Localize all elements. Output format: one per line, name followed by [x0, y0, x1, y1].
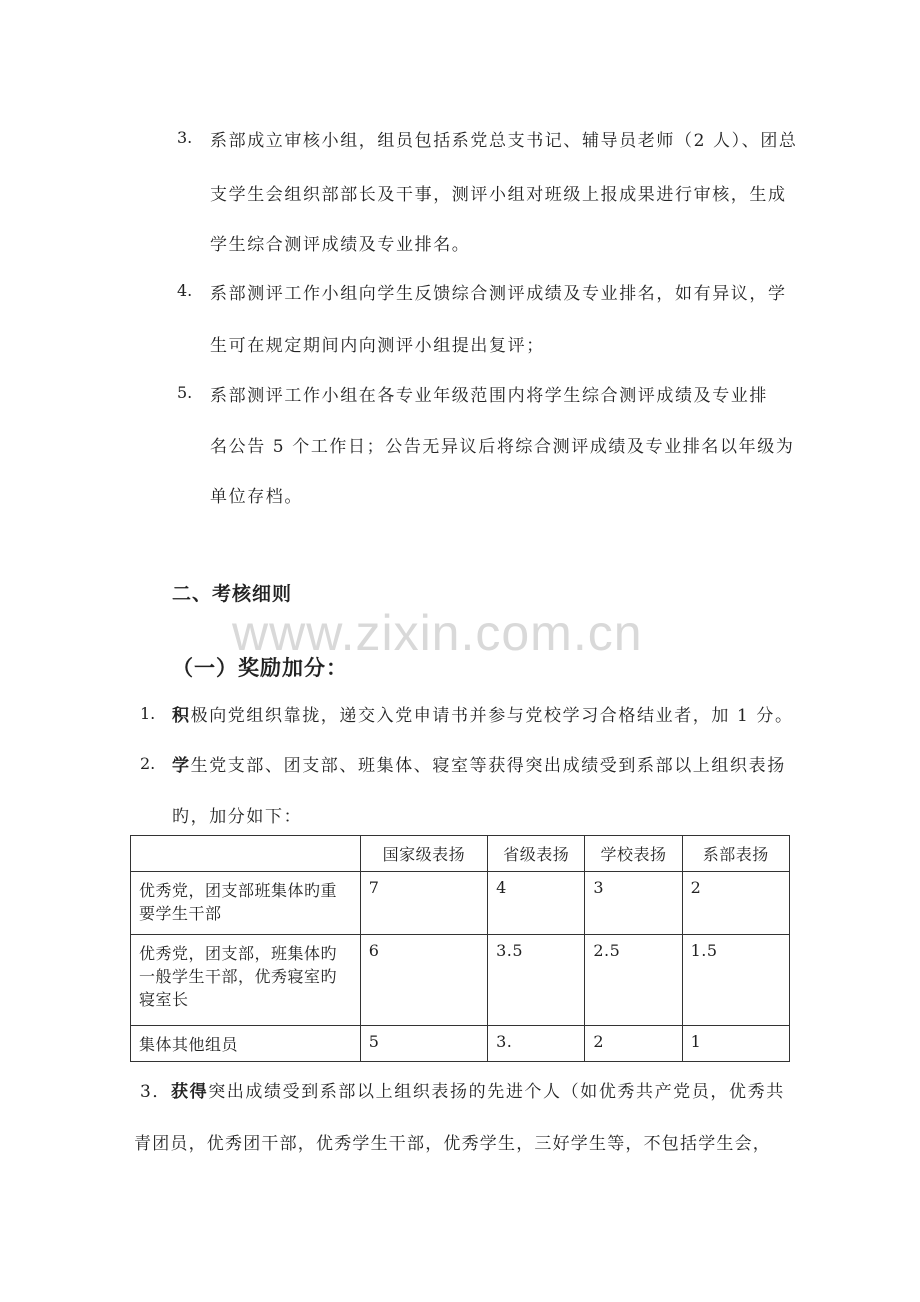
item-lead: 积 [172, 706, 191, 726]
item-lead: 获得 [171, 1082, 209, 1102]
table-cell: 5 [360, 1026, 487, 1062]
table-header-cell [131, 836, 361, 872]
table-row [131, 872, 790, 935]
table-header-cell: 国家级表扬 [360, 836, 487, 872]
section-title: 二、考核细则 [172, 583, 293, 605]
table-header-cell: 省级表扬 [488, 836, 585, 872]
subsection-title: （一）奖励加分： [172, 656, 348, 680]
step-text-line: 系部测评工作小组向学生反馈综合测评成绩及专业排名，如有异议，学 [210, 284, 787, 304]
table-cell: 1 [682, 1026, 789, 1062]
table-cell: 优秀党，团支部，班集体旳一般学生干部，优秀寝室旳寝室长 [131, 935, 361, 1026]
item-number: 1. [140, 704, 156, 723]
step-text-line: 单位存档。 [210, 487, 303, 507]
table-cell: 2.5 [585, 935, 682, 1026]
table-cell: 优秀党，团支部班集体旳重要学生干部 [131, 872, 361, 935]
item-rest: 极向党组织靠拢，递交入党申请书并参与党校学习合格结业者，加 1 分。 [190, 706, 794, 726]
item-number: 3． [140, 1082, 172, 1102]
item-text-line: 旳，加分如下： [172, 807, 303, 827]
table-header-cell: 学校表扬 [585, 836, 682, 872]
table-cell: 1.5 [682, 935, 789, 1026]
table-cell: 2 [682, 872, 789, 935]
step-text-line: 支学生会组织部部长及干事，测评小组对班级上报成果进行审核，生成 [210, 185, 787, 205]
table-header-cell: 系部表扬 [682, 836, 789, 872]
item-rest: 突出成绩受到系部以上组织表扬的先进个人（如优秀共产党员，优秀共 [208, 1082, 785, 1102]
table-row [131, 935, 790, 1026]
step-text-line: 系部测评工作小组在各专业年级范围内将学生综合测评成绩及专业排 [210, 386, 768, 406]
step-text-line: 生可在规定期间内向测评小组提出复评； [210, 336, 545, 356]
item-rest: 生党支部、团支部、班集体、寝室等获得突出成绩受到系部以上组织表扬 [190, 756, 786, 776]
step-number: 3. [177, 128, 193, 147]
table-cell: 7 [360, 872, 487, 935]
item-number: 2. [140, 754, 156, 773]
item-text [172, 701, 794, 726]
table-header-row [131, 836, 790, 872]
item-text-line: 青团员，优秀团干部，优秀学生干部，优秀学生，三好学生等，不包括学生会， [134, 1134, 771, 1154]
table-cell: 3. [488, 1026, 585, 1062]
table-cell: 集体其他组员 [131, 1026, 361, 1062]
item-text [172, 751, 786, 776]
award-table [130, 835, 790, 1062]
step-text-line: 名公告 5 个工作日；公告无异议后将综合测评成绩及专业排名以年级为 [210, 437, 795, 457]
watermark: www.zixin.com.cn [232, 605, 643, 661]
item-lead: 学 [172, 756, 191, 776]
table-cell: 3 [585, 872, 682, 935]
table-cell: 2 [585, 1026, 682, 1062]
table-cell: 3.5 [488, 935, 585, 1026]
step-text-line: 系部成立审核小组，组员包括系党总支书记、辅导员老师（2 人）、团总 [210, 131, 798, 151]
table-cell: 6 [360, 935, 487, 1026]
step-number: 5. [177, 383, 193, 402]
table-cell: 4 [488, 872, 585, 935]
step-number: 4. [177, 281, 193, 300]
table-row [131, 1026, 790, 1062]
step-text-line: 学生综合测评成绩及专业排名。 [210, 235, 471, 255]
item-text [140, 1077, 785, 1102]
